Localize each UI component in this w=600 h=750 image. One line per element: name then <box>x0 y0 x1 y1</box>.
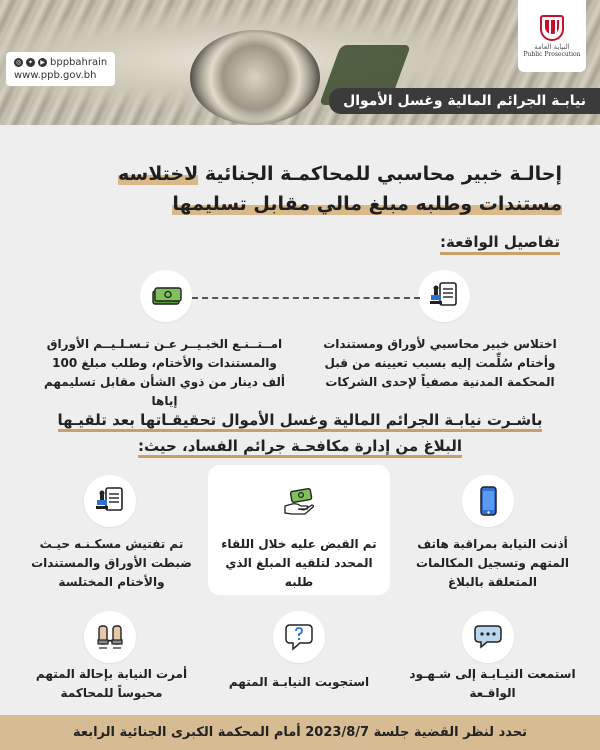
instagram-icon[interactable]: ◎ <box>15 59 22 66</box>
question-bubble-icon <box>282 620 316 654</box>
investigation-title-line2: البلاغ من إدارة مكافحـة جرائم الفساد، حيث: <box>138 437 462 458</box>
money-stack-icon <box>149 279 183 313</box>
investigation-title <box>40 407 560 459</box>
public-prosecution-logo <box>518 0 586 72</box>
headline-highlight: لاختلاسه <box>118 163 199 185</box>
fact-money-circle <box>140 270 192 322</box>
investigation-title-line1: باشـرت نيابـة الجرائم المالية وغسل الأموال تحقيقـاتها بعد تلقيـها <box>58 411 543 432</box>
step4-text: استمعت النيـابـة إلى شـهـود الواقـعة <box>409 667 576 700</box>
hero-photo-money <box>0 0 600 125</box>
main-content <box>0 125 600 715</box>
step6-circle <box>84 611 136 663</box>
document-stamp-icon <box>93 484 127 518</box>
facts-section-label: تفاصيل الواقعة: <box>440 233 560 255</box>
phone-icon <box>473 484 503 518</box>
twitter-icon[interactable]: ✦ <box>27 59 34 66</box>
connector-dashed-line <box>192 297 420 299</box>
department-title-bar <box>329 88 600 114</box>
document-stamp-icon <box>427 279 461 313</box>
fact-right-text: اختلاس خبير محاسبي لأوراق ومستندات وأختام سُلِّمت إليه بسبب تعيينه من قبل المحكمة المدنية مصفياً لإحدى الشركات <box>323 337 557 389</box>
step2-circle <box>273 475 325 527</box>
social-handle: bppbahrain <box>50 57 108 68</box>
handcuffs-icon <box>93 620 127 654</box>
footer-hearing-date <box>0 715 600 750</box>
logo-english-text: Public Prosecution <box>523 50 581 58</box>
footer-text: تحدد لنظر القضية جلسة 2023/8/7 أمام المحكمة الكبرى الجنائية الرابعة <box>72 725 528 740</box>
bahrain-emblem-icon <box>540 15 564 41</box>
step1-text: أذنت النيابة بمراقبة هاتف المتهم وتسجيل المكالمات المتعلقة بالبلاغ <box>416 537 569 589</box>
social-contact-box <box>6 52 115 86</box>
youtube-icon[interactable]: ▶ <box>38 58 47 67</box>
department-title: نيابـة الجرائم المالية وغسل الأموال <box>343 93 586 109</box>
fact-left-text: امــتــنـع الخبـيــر عـن تـسـلـيــم الأوراق والمستندات والأختام، وطلب مبلغ 100 ألف دينار من ذوي الشأن مقابل تسليمهم إياها <box>43 337 286 408</box>
step2-text: تم القبض عليه خلال اللقاء المحدد لتلقيه المبلغ الذي طلبه <box>221 537 377 589</box>
step1-circle <box>462 475 514 527</box>
fact-document-circle <box>418 270 470 322</box>
headline-line1: إحالـة خبير محاسبي للمحاكمـة الجنائية <box>198 163 562 185</box>
website-link[interactable]: www.ppb.gov.bh <box>14 70 97 81</box>
step3-circle <box>84 475 136 527</box>
money-hand-icon <box>282 484 316 518</box>
page-title <box>32 159 562 219</box>
step3-text: تم تفتيش مسكـنـه حيـث ضبطت الأوراق والمستندات والأختام المختلسة <box>31 537 192 589</box>
step4-circle <box>462 611 514 663</box>
step5-circle <box>273 611 325 663</box>
logo-arabic-text: النيابة العامة <box>534 42 570 51</box>
money-roll-image <box>190 30 320 125</box>
chat-bubbles-icon <box>471 620 505 654</box>
headline-line2: مستندات وطلبه مبلغ مالي مقابل تسليمها <box>172 193 562 215</box>
step5-text: استجوبت النيابـة المتهم <box>228 675 370 689</box>
step6-text: أمرت النيابة بإحالة المتهم محبوساً للمحاكمة <box>35 667 188 700</box>
